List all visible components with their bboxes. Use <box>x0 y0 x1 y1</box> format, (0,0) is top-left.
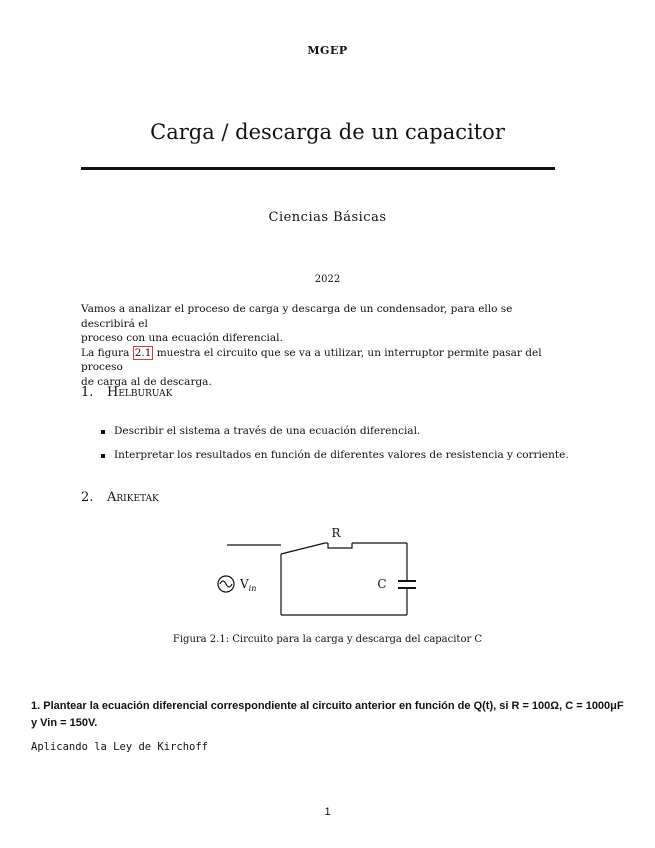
document-title: Carga / descarga de un capacitor <box>150 120 505 144</box>
list-item: Interpretar los resultados en función de diferentes valores de resistencia y corriente. <box>101 449 569 461</box>
section-title: Helburuak <box>107 385 173 400</box>
page-number: 1 <box>324 806 331 818</box>
section-heading-ariketak <box>81 490 159 505</box>
answer-text: Aplicando la Ley de Kirchoff <box>31 741 209 753</box>
intro-line: Vamos a analizar el proceso de carga y descarga de un condensador, para ello se describirá el <box>81 303 513 330</box>
section-number: 2. <box>81 490 94 505</box>
intro-text: muestra el circuito que se va a utilizar, un interruptor permite pasar del proceso <box>81 346 542 373</box>
intro-line <box>81 346 561 375</box>
section-heading-helburuak <box>81 385 172 400</box>
document-year: 2022 <box>314 274 341 285</box>
header-tag: MGEP <box>307 44 348 57</box>
source-label-v: V <box>240 577 249 591</box>
section-number: 1. <box>81 385 94 400</box>
intro-line: proceso con una ecuación diferencial. <box>81 332 283 344</box>
source-label <box>239 577 256 593</box>
ac-wave-icon <box>220 581 232 587</box>
resistor-label: R <box>331 526 341 540</box>
intro-text: La figura <box>81 346 133 359</box>
intro-paragraph <box>81 302 561 389</box>
capacitor-label: C <box>377 577 387 591</box>
resistor-r <box>328 543 352 548</box>
figure-reference-link[interactable]: 2.1 <box>134 346 152 359</box>
list-item: Describir el sistema a través de una ecuación diferencial. <box>101 425 569 437</box>
circuit-diagram <box>195 522 455 622</box>
section-title: Ariketak <box>107 490 159 505</box>
switch-blade <box>281 543 325 554</box>
intro-line: de carga al de descarga. <box>81 375 212 388</box>
exercise-question: 1. Plantear la ecuación diferencial correspondiente al circuito anterior en función de Q(t), si R = 100Ω, C = 1000μF y Vin = 150V. <box>31 700 624 729</box>
title-rule <box>81 167 555 170</box>
figure-caption: Figura 2.1: Circuito para la carga y descarga del capacitor C <box>172 634 483 645</box>
objectives-list <box>101 425 569 461</box>
source-label-sub: in <box>248 584 257 593</box>
document-subtitle: Ciencias Básicas <box>268 210 387 225</box>
